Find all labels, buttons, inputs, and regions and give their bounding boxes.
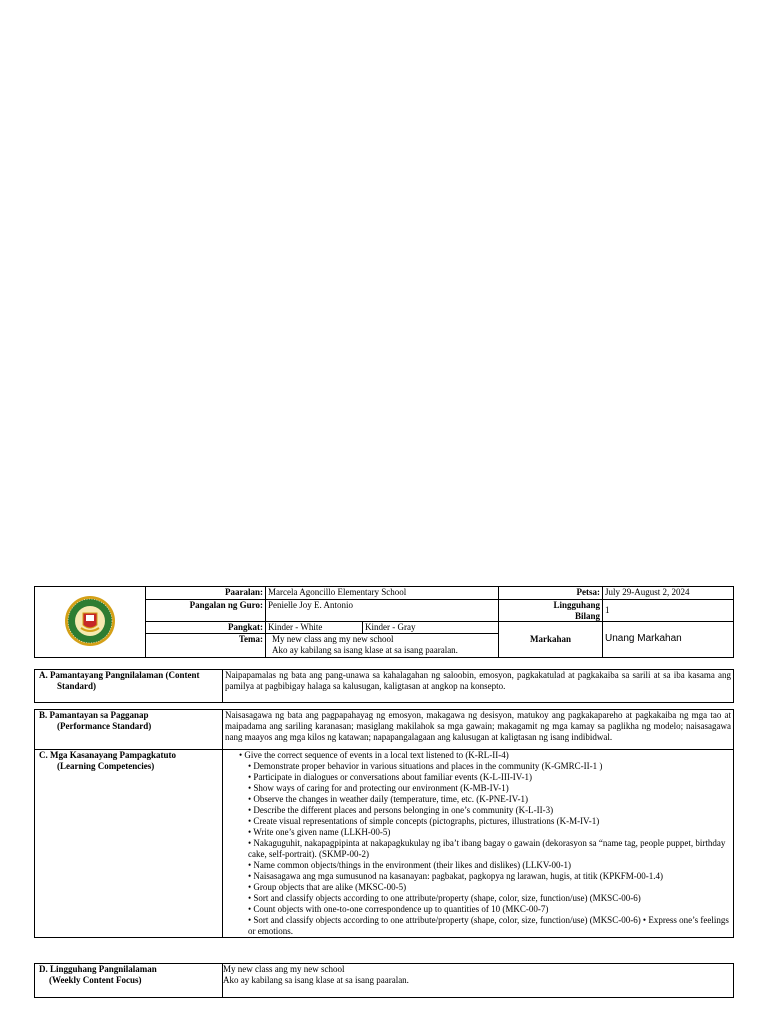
competency-item: • Sort and classify objects according to one attribute/property (shape, color, size, function/use) (MKSC-00-6) • Express one’s feelings or emotions. xyxy=(248,915,729,936)
competency-item: • Participate in dialogues or conversations about familiar events (K-L-III-IV-1) xyxy=(248,772,532,782)
guro-label: Pangalan ng Guro: xyxy=(146,600,266,622)
competency-item: • Describe the different places and persons belonging in one’s community (K-L-II-3) xyxy=(248,805,554,815)
competency-item: • Naisasagawa ang mga sumusunod na kasanayan: pagbakat, pagkopya ng larawan, hugis, at titik (KPKFM-00-1.4) xyxy=(248,871,664,881)
school-logo xyxy=(64,595,116,647)
tema-value xyxy=(266,634,499,658)
competency-item: • Observe the changes in weather daily (temperature, time, etc. (K-PNE-IV-1) xyxy=(248,794,528,804)
section-b-content: Naisasagawa ng bata ang pagpapahayag ng emosyon, makagawa ng desisyon, matukoy ang pagkakapareho at pagkakaiba ng mga tao at maipadama ang sariling karanasan; masiglang makilahok sa mga gawain; makagamit ng mga kamay sa paglikha ng modelo; naisasagawa nang maayos ang mga kilos ng katawan; napapangalagaan ang kalusugan at kaligtasan ng isang indibidwal. xyxy=(223,710,734,750)
section-c-row xyxy=(35,750,734,938)
competency-item: • Count objects with one-to-one correspondence up to quantities of 10 (MKC-00-7) xyxy=(248,904,549,914)
competency-item: • Demonstrate proper behavior in various situations and places in the community (K-GMRC-II-1 ) xyxy=(248,761,603,771)
section-d-title: Lingguhang Pangnilalaman xyxy=(50,964,157,974)
section-d-letter: D. xyxy=(39,964,48,974)
section-b-letter: B. xyxy=(39,710,48,720)
competency-item: • Write one’s given name (LLKH-00-5) xyxy=(248,827,391,837)
competency-item: • Nakaguguhit, nakapagpipinta at nakapagkukulay ng iba’t ibang bagay o gawain (dekorasyon sa “name tag, people puppet, birthday cake, self-portrait). (SKMP-00-2) xyxy=(248,838,726,859)
linggo-value: 1 xyxy=(603,600,734,622)
competency-item: • Group objects that are alike (MKSC-00-5) xyxy=(248,882,407,892)
petsa-label: Petsa: xyxy=(499,587,603,600)
competency-item: • Create visual representations of simple concepts (pictographs, pictures, illustrations (K-M-IV-1) xyxy=(248,816,600,826)
guro-value: Penielle Joy E. Antonio xyxy=(266,600,499,622)
weekly-table xyxy=(34,963,734,998)
section-a-row xyxy=(35,670,734,703)
section-b-subtitle: (Performance Standard) xyxy=(57,721,152,731)
school-logo-cell xyxy=(35,587,146,658)
section-d-content xyxy=(223,964,734,998)
paaralan-value: Marcela Agoncillo Elementary School xyxy=(266,587,499,600)
section-b-label xyxy=(35,710,223,750)
section-a-content: Naipapamalas ng bata ang pang-unawa sa kahalagahan ng saloobin, emosyon, pagkakatulad at pagkakaiba sa sarili at sa iba kasama ang pamilya at pagbibigay halaga sa kalusugan, kaligtasan at angkop na konsepto. xyxy=(223,670,734,703)
competency-item: • Show ways of caring for and protecting our environment (K-MB-IV-1) xyxy=(248,783,509,793)
tema-line-2: Ako ay kabilang sa isang klase at sa isang paaralan. xyxy=(272,644,458,655)
section-c-letter: C. xyxy=(39,750,48,760)
section-a-title: Pamantayang Pangnilalaman (Content xyxy=(50,670,200,680)
pangkat-white: Kinder - White xyxy=(266,622,363,634)
pangkat-label: Pangkat: xyxy=(146,622,266,634)
tema-line-1: My new class ang my new school xyxy=(272,634,394,644)
content-table xyxy=(34,669,734,938)
section-a-subtitle: Standard) xyxy=(57,681,97,691)
section-d-subtitle: (Weekly Content Focus) xyxy=(49,975,142,985)
linggo-label-line2: Bilang xyxy=(574,610,600,621)
section-c-content xyxy=(223,750,734,938)
pangkat-gray: Kinder - Gray xyxy=(363,622,499,634)
spacer xyxy=(35,703,734,710)
section-a-label xyxy=(35,670,223,703)
section-d-label xyxy=(35,964,223,998)
section-c-subtitle: (Learning Competencies) xyxy=(57,761,155,771)
linggo-label-line1: Lingguhang xyxy=(553,600,600,610)
section-b-title: Pamantayan sa Pagganap xyxy=(49,710,149,720)
section-d-row xyxy=(35,964,734,998)
section-c-title: Mga Kasanayang Pampagkatuto xyxy=(50,750,177,760)
section-c-label xyxy=(35,750,223,938)
petsa-value: July 29-August 2, 2024 xyxy=(603,587,734,600)
markahan-value: Unang Markahan xyxy=(603,622,734,658)
competency-item: • Sort and classify objects according to one attribute/property (shape, color, size, function/use) (MKSC-00-6) xyxy=(248,893,641,903)
paaralan-label: Paaralan: xyxy=(146,587,266,600)
competency-list xyxy=(225,750,731,937)
competency-item: • Give the correct sequence of events in a local text listened to (K-RL-II-4) xyxy=(239,750,509,760)
tema-label: Tema: xyxy=(146,634,266,658)
section-d-line-1: My new class ang my new school xyxy=(223,964,345,974)
header-table xyxy=(34,586,734,658)
section-d-line-2: Ako ay kabilang sa isang klase at sa isang paaralan. xyxy=(223,975,409,985)
competency-item: • Name common objects/things in the environment (their likes and dislikes) (LLKV-00-1) xyxy=(248,860,572,870)
section-b-row xyxy=(35,710,734,750)
linggo-label xyxy=(499,600,603,622)
section-a-letter: A. xyxy=(39,670,48,680)
markahan-label: Markahan xyxy=(499,622,603,658)
